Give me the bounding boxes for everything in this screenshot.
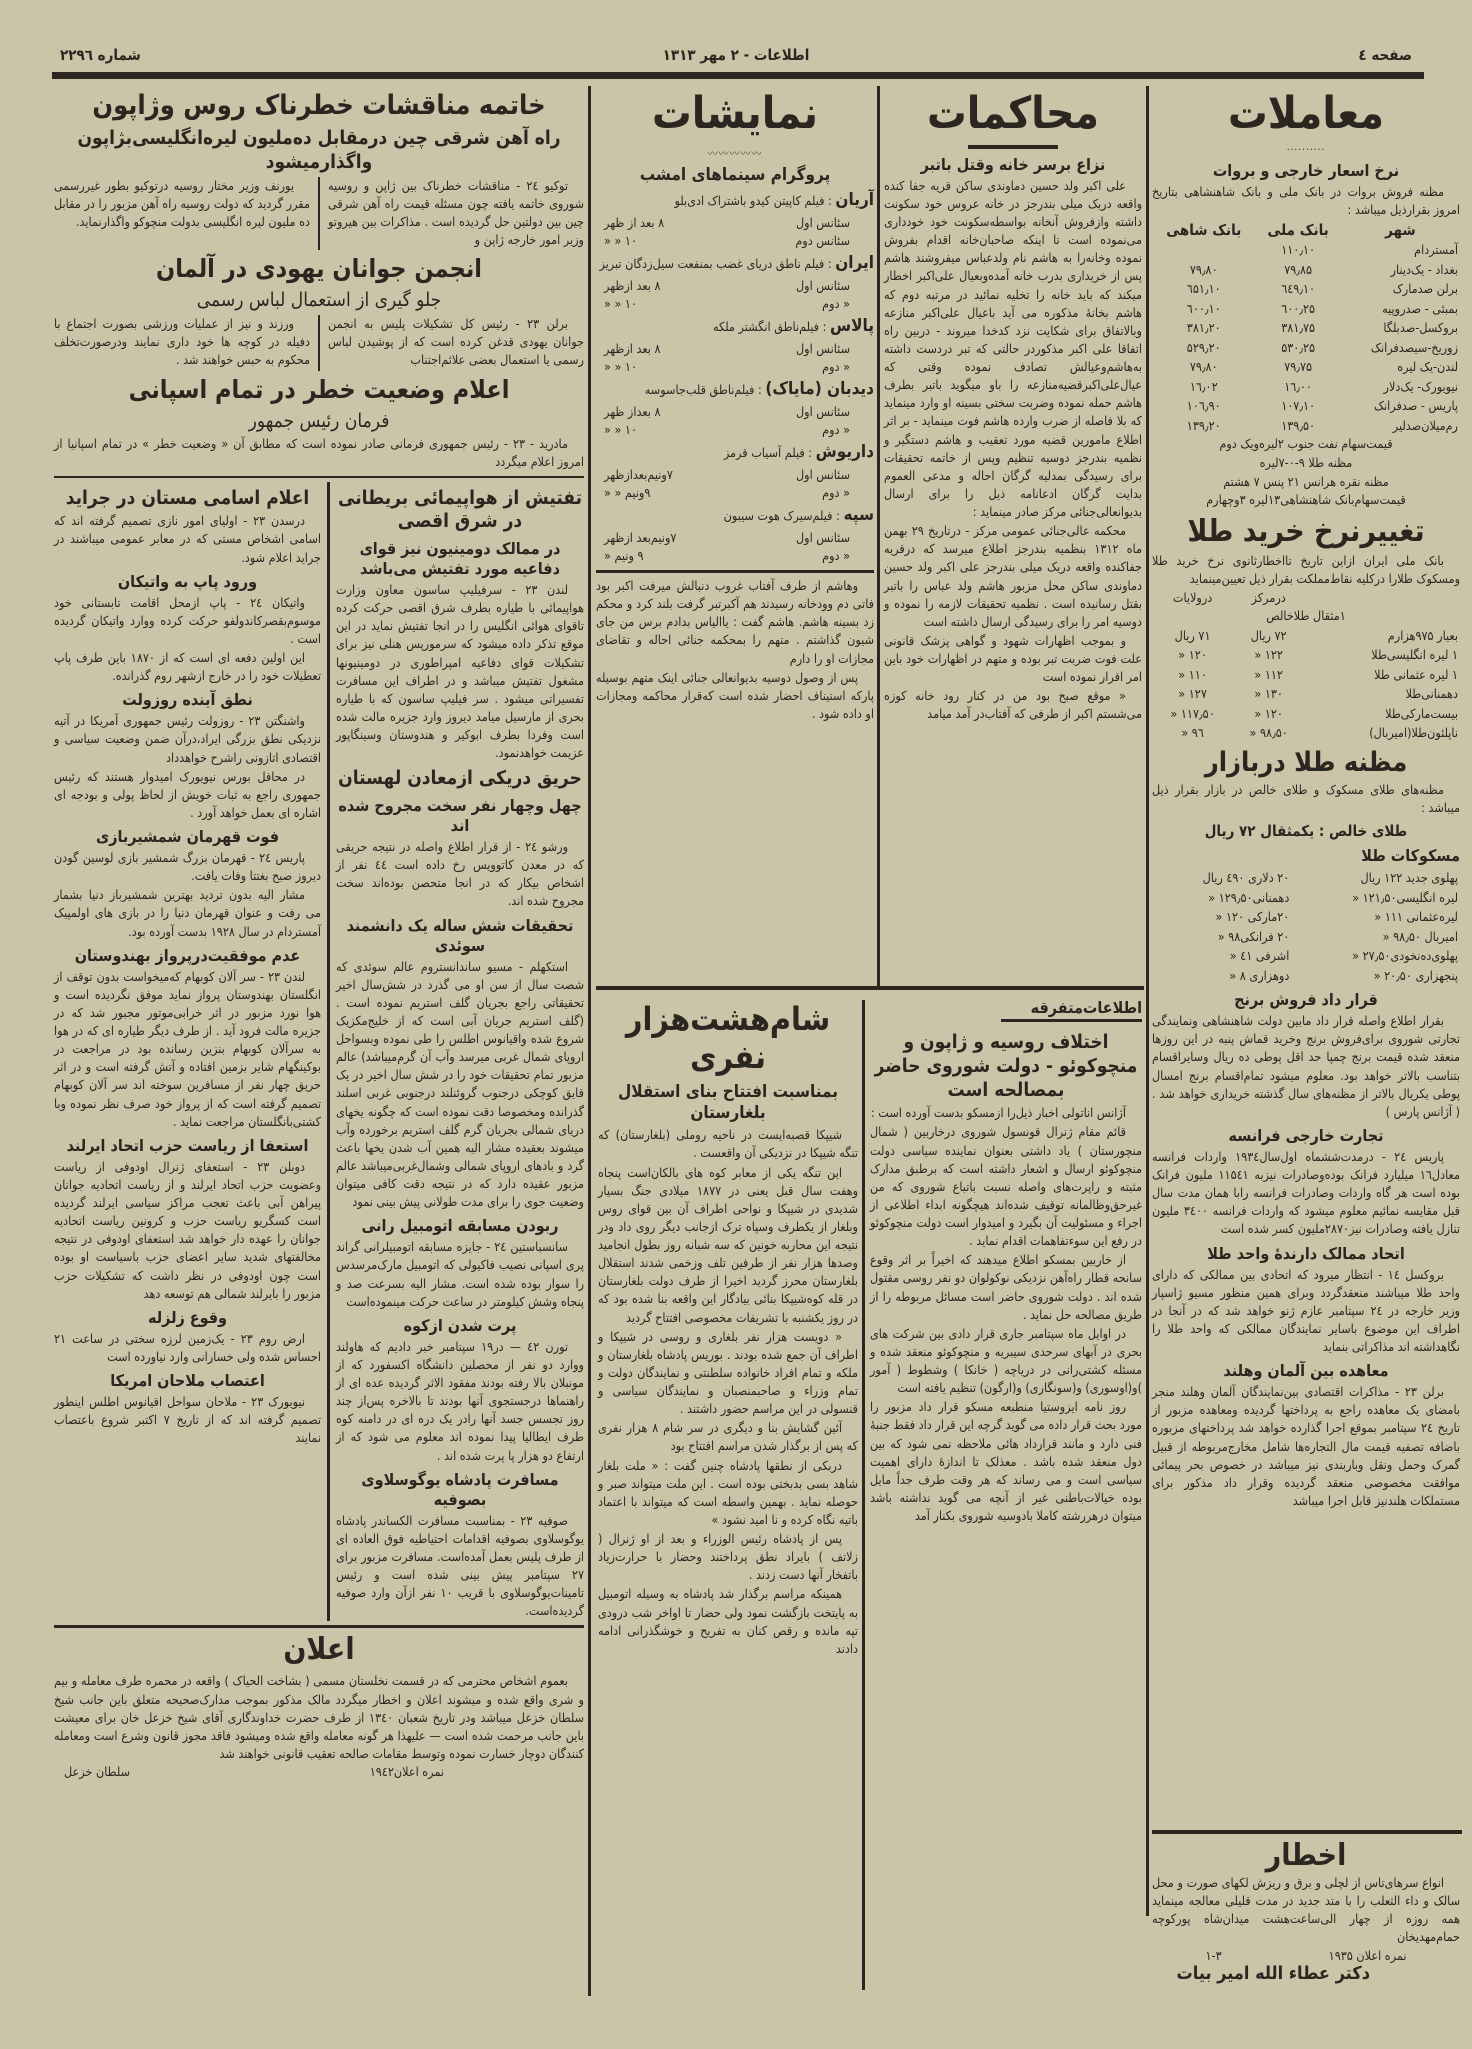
cinema-listing xyxy=(596,251,874,314)
rice-heading: قرار داد فروش برنج xyxy=(1234,990,1378,1010)
bulgaria-paragraph: همینکه مراسم برگذار شد پادشاه به وسیله اتومبیل به پایتخت بازگشت نمود ولی حضار تا اواخر شب درودی تپه مانده و رقص کنان به تفریح و خوشگذرانی ادامه دادند xyxy=(598,1586,858,1656)
gold-subheading: ۱مثقال طلاخالص xyxy=(1266,608,1346,624)
fx-rate-cell: زوریخ-سیصدفرانک xyxy=(1370,339,1458,355)
misc-news-label: اطلاعات‌متفرقه xyxy=(1001,998,1142,1022)
seance-label: سئانس اول xyxy=(795,466,850,482)
seance-label: سئانس اول xyxy=(795,277,850,293)
notice-title: اعلان xyxy=(283,1632,355,1668)
coin-row xyxy=(1152,927,1460,947)
flight-text: لندن ۲۳ - سر آلان کوبهام که‌میخواست بدون توقف از انگلستان بهندوستان پرواز نماید موفق نگردیده است و هوا نورد مزبور در اثر خرابی‌موتور مجبور شد که در جزیره مالت فرود آید . از طرف دیگر طیاره ای که در هوا به سرآلان کوبهام بنزین رسانده بود در مراجعت در بوکینگهام شایر بزمین افتاده و آتش گرفته است و در اثر حریق چهار نفر از مسافرین سوخته اند سر آلان کوبهام تصمیم گرفته است که از پرواز خود صرف نظر نموده وبا کشتی‌بانگلستان مراجعت نماید . xyxy=(54,968,321,1129)
notice-number: نمره اعلان۱۹٤۲ xyxy=(369,1764,444,1780)
gold-rate-row xyxy=(1152,626,1460,646)
fx-rate-cell: ۷۹٫۸۵ xyxy=(1284,261,1313,277)
masthead-date: اطلاعات - ۲ مهر ۱۳۱۳ xyxy=(662,46,810,64)
misc-paragraph: از خاربین بمسکو اطلاع میدهند که اخیراً بر اثر وقوع سانحه قطار راه‌آهن نزدیکی نوکولوان دو نفر روسی مقتول شده اند . دولت شوروی حاضر است مسائل مربوطه را از طریق مصالحه حل نماید . xyxy=(870,1252,1142,1322)
gold-rate-cell: ۱۲۷ « xyxy=(1178,686,1207,702)
coin-cell: دهمنانی۱۲۹٫۵۰ « xyxy=(1208,889,1290,905)
seance-time: ۹ ونیم « xyxy=(604,548,644,564)
fx-rate-row xyxy=(1152,357,1460,377)
fx-rate-cell: ٦۵۱٫۱۰ xyxy=(1186,281,1221,297)
roosevelt-text: واشنگتن ۲۳ - روزولت رئیس جمهوری آمریکا در آتیه نزدیکی نطق بزرگی ایراد،درآن ضمن وضعیت سیاسی و اقتصادی اتازونی راشرح خواهدداد xyxy=(54,713,321,765)
fx-rate-cell: رم‌میلان‌صدلیر xyxy=(1392,417,1458,433)
race-headline: ربودن مسابقه اتومبیل رانی xyxy=(361,1216,559,1236)
courts-paragraph: و بموجب اظهارات شهود و گواهی پزشک قانونی علت فوت ضربت تبر بوده و متهم در اظهارات خود باین امر اقرار نموده است xyxy=(884,632,1142,685)
transactions-column xyxy=(1152,86,1460,1511)
fx-rate-cell: ۱۰۷٫۱۰ xyxy=(1281,398,1316,414)
strike-text: نیویورک ۲۳ - ملاحان سواحل اقیانوس اطلس اینطور تصمیم گرفته اند که از تاریخ ۷ اکتبر شروع باعتصاب نمایند xyxy=(54,1394,321,1446)
seance-row xyxy=(596,529,874,548)
fx-rate-row xyxy=(1152,240,1460,260)
fire-subheadline: چهل وچهار نفر سخت مجروح شده اند xyxy=(338,796,582,836)
fx-rate-row xyxy=(1152,260,1460,280)
cinema-listing xyxy=(596,314,874,377)
swede-text: استکهلم - مسیو ساندانستروم عالم سوئدی که شصت سال از سن او می گذرد در شش‌سال اخیر تحقیقاتی راجع بجریان گلف استریم نموده است . (گلف استریم جریان آبی است که از خلیج‌مکزیک شروع شده واقیانوس اطلس را طی نموده وبسواحل اروپای شمال غربی میرسد وآب آن گرم‌میباشد) عالم مزبور تمام تحقیقات خود را در شش سال اخیر در یک قایق کوچکی درجنوب گروئنلند درجنوبی غربی اسلند گذرانده ومخصوصا دقت نموده است که چگونه یخهای دریای شمالی بجریان گرم گلف استریم برخورده وآب میشوند بعقیده مشار الیه همین آب شدن یخها باعث گرد و بادهای اروپای شمالی وشمال‌غربی‌میباشد عالم مزبور عقیده دارد که در نتیجه دقت کافی میتوان وضعیت جوی را برای مدت طولانی پیش بینی نمود xyxy=(336,958,584,1210)
warning-ad xyxy=(1152,1838,1460,1984)
seance-label: سئانس اول xyxy=(795,529,850,545)
coins-heading: مسکوکات طلا xyxy=(1361,846,1460,866)
film-title: فیلم ناطق دریای غضب بمنفعت سیل‌زدگان تبریز xyxy=(599,256,825,272)
gold-rate-cell: ۹۸٫۵۰ « xyxy=(1249,725,1288,741)
lead-text-right: توکیو ۲٤ - مناقشات خطرناک بین ژاپن و روسیه شوروی خاتمه یافته چون مسئله قیمت راه آهن شرقی چین بین دولتین حل گردیده است . مذاکرات بین هیروتو وزیر امور خارجه ژاپن و xyxy=(328,177,584,248)
fx-column-header: بانک ملی xyxy=(1267,221,1329,240)
section-rule xyxy=(596,570,874,573)
cinema-line: سپه : فیلم‌سیرک هوت سیبون xyxy=(723,505,874,526)
seance-row xyxy=(596,358,874,377)
bulgaria-paragraph: آئین گشایش بنا و دیگری در سر شام ۸ هزار نفری که پس از برگذار شدن مراسم افتتاح بود xyxy=(598,1420,858,1454)
fx-rate-cell: ۷۹٫۸۰ xyxy=(1189,359,1218,375)
cinema-listing xyxy=(596,440,874,503)
seance-row xyxy=(596,403,874,422)
news-subcolumn-left xyxy=(54,482,327,1622)
cinema-name: ایران xyxy=(835,253,874,274)
misc-paragraph: قائم مقام ژنرال قونسول شوروی درخاربین ( شمال منچورستان ) یاد داشتی بعنوان نماینده سیاسی دولت منچوکوئو ارسال و اشعار داشته است که برطبق مدارک مثبته و راپرت‌های واصله نسبت باتباع شوروی که من غیرحق‌وظالمانه توقیف شده‌اند هیچگونه ابداء اطلاعی از اجراء و مسئولیت آن بگیرد و امیدوار است دولت منچوکوئو در رفع این سوءتفاهمات اقدام نماید . xyxy=(870,1124,1142,1249)
gold-intro: بانک ملی ایران ازاین تاریخ تااخطارثانوی نرخ خرید طلا ومسکوک طلارا درکلیه نقاط‌مملکت بقرار ذیل تعیین‌مینماید xyxy=(1152,553,1460,587)
fx-column-header: شهر xyxy=(1385,221,1416,240)
gold-rate-row xyxy=(1152,684,1460,704)
coin-cell: پهلوی جدید ۱۲۲ ریال xyxy=(1360,870,1458,886)
shows-column xyxy=(596,86,874,724)
fx-rate-cell: ۱۳۹٫۵۰ xyxy=(1281,417,1316,433)
fencer-headline: فوت قهرمان شمشیربازی xyxy=(96,827,279,847)
gold-rate-cell: ۱۳۰ « xyxy=(1254,686,1283,702)
gold-rate-row xyxy=(1152,723,1460,743)
issue-number: شماره ۲۲۹٦ xyxy=(60,46,141,64)
fx-rate-cell: ۱۰٦٫۹۰ xyxy=(1186,398,1221,414)
treaty-text: برلن ۲۳ - مذاکرات اقتصادی بین‌نمایندگان آلمان وهلند منجر بامضای یک معاهده راجع به پرداختها گردیده ومعاهده مزبور از تاریخ ۲٤ سپتامبر بموقع اجرا گذارده خواهد شد پرداختهای مزبوره باضافه تصفیه قیمت مال التجاره‌ها شامل مخارج‌مربوطه از قبیل گمرک وحمل ونقل وباربندی نیز میباشد در خصوص بحر پیمائی موافقت مخصوصی منعقد گردیده وقرار داد مذکور برای مستملکات هلندنیز قابل اجرا میباشد xyxy=(1152,1384,1460,1508)
section-rule xyxy=(596,986,1144,990)
gold-column-header: درمرکز xyxy=(1251,590,1286,606)
gold-rate-cell: ۱۲۰ « xyxy=(1254,705,1283,721)
earthquake-headline: وقوع زلزله xyxy=(147,1307,227,1327)
section-rule xyxy=(54,476,584,478)
misc-news-article xyxy=(870,996,1142,1526)
seance-row xyxy=(596,214,874,233)
pope-text: واتیکان ۲٤ - پاپ ازمحل اقامت تابستانی خود موسوم‌بقصرکاندولفو حرکت کرده ووارد واتیکان گردیده است . xyxy=(54,594,321,646)
cinema-name: دیدبان (مایاک) xyxy=(765,379,874,400)
fx-rate-cell: بغداد - یک‌دینار xyxy=(1390,261,1458,277)
ireland-text: دوبلن ۲۳ - استعفای ژنرال اودوفی از ریاست وعضویت حزب اتحاد ایرلند و از ریاست اتحادیه جوانان پیراهن آبی باعث تعجب مراکز سیاسی ایرلند گردیده است کسگریو ریاست حزب و کرونین ریاست اتحادیه جوانان را عهده دار خواهد شد استعفای اودوفی در نتیجه مخالفتهای شدید سایر اعضای حزب باسیاست او بوده است چون اودوفی در نظر داشت که تشکیلات حزب مزبور را بایرلند شمالی هم توسعه دهد xyxy=(54,1158,321,1301)
flight-headline: عدم موفقیت‌درپرواز بهندوستان xyxy=(74,945,301,965)
gold-column-header xyxy=(1304,589,1460,606)
left-region xyxy=(54,86,584,1779)
fx-rate-cell: بروکسل-صدبلگا xyxy=(1383,320,1458,336)
market-note: مظنه نقره هرانس ۲۱ پنس ۷ هشتم xyxy=(1223,473,1389,489)
seance-time: ۸ بعداز ظهر xyxy=(604,403,661,419)
gold-rate-row xyxy=(1152,704,1460,724)
seance-time: ۸ بعد ازظهر xyxy=(604,277,661,293)
drunk-headline: اعلام اسامی مستان در جراید xyxy=(65,486,310,509)
seance-label: « دوم xyxy=(822,485,850,501)
lead-block xyxy=(54,90,584,472)
market-note: قیمت‌سهام نفت جنوب ۲لیره‌ویک دوم xyxy=(1219,436,1393,452)
gold-rate-cell: ۷۱ ریال xyxy=(1174,627,1211,643)
warning-ad-title: اخطار xyxy=(1265,1838,1347,1873)
gold-rate-cell: ۱۱۰ « xyxy=(1178,666,1207,682)
ornament: 〰〰〰〰〰 xyxy=(707,148,763,160)
air-inspection-subheadline: در ممالک دومینیون نیز قوای دفاعیه مورد تفتیش می‌باشد xyxy=(359,539,561,579)
fire-headline: حریق دریکی ازمعادن لهستان xyxy=(338,767,582,790)
lead-headline: خاتمه مناقشات خطرناک روس وژاپون xyxy=(92,90,546,121)
coin-cell: لیره‌عثمانی ۱۱۱ « xyxy=(1374,909,1458,925)
gold-rate-cell: بیست‌مارکی‌طلا xyxy=(1385,705,1458,721)
cinema-listing xyxy=(596,188,874,251)
notice-ad xyxy=(54,1632,584,1779)
france-trade-text: پاریس ۲٤ - درمدت‌ششماه اول‌سال۱۹۳٤ واردات فرانسه معادل۱٦ میلیارد فرانک بوده‌وصادرات نیزبه ۱۱۵٤۱ ملیون فرانک بوده است هر گاه واردات وصادرات فرانسه رابا همان مدت سال قبل مقایسه نمائیم معلوم میشود که واردات فرانسه ۳٤۰۰ ملیون تنازل یافته وصادرات نیز۲۸۷۰ملیون کسر شده است xyxy=(1152,1148,1461,1237)
courts-paragraph: وهاشم از طرف آفتاب غروب دنبالش میرفت اکبر بود فاتی دم وودخانه رسیدند هم آکبرتبر گرفت بلند کرد و محکم زد بسینه هاشم. هاشم گفت : یاالیاس بدادم برس من جای شیون گذاشتم . متهم را بمحکمه جنائی احاله و تقاضای مجازات او را دارم xyxy=(596,578,874,666)
notice-signature: سلطان خزعل xyxy=(64,1764,131,1780)
cinema-listing xyxy=(596,377,874,440)
fx-rate-cell: ۳۸۱٫۲۰ xyxy=(1186,320,1221,336)
cinema-line: دیدبان (مایاک) : فیلم‌ناطق قلب‌جاسوسه xyxy=(644,379,874,400)
seance-label: « دوم xyxy=(822,296,850,312)
jewish-text-right: برلن ۲۳ - رئیس کل تشکیلات پلیس به انجمن جوانان یهودی قدغن کرده است که از پوشیدن لباس رسمی یا استعمال بعضی علائم‌اجتناب xyxy=(328,316,584,368)
seance-label: سئانس اول xyxy=(795,340,850,356)
spain-text: مادرید - ۲۳ - رئیس جمهوری فرمانی صادر نموده است که مطابق آن « وضعیت خطر » در تمام اسپانیا از امروز اعلام میگردد xyxy=(54,436,584,470)
coin-row xyxy=(1152,907,1460,927)
gold-column-header: درولایات xyxy=(1172,590,1213,606)
air-inspection-headline: تفتیش از هواپیمائی بریطانی در شرق اقصی xyxy=(337,486,583,533)
cinema-name: داریوش xyxy=(815,442,874,463)
fx-rate-cell: ٦٤۹٫۱۰ xyxy=(1281,281,1316,297)
roosevelt-text: در محافل بورس نیویورک امیدوار هستند که رئیس جمهوری راجع به ثبات خویش از لحاظ پولی و بودجه ای اشاره ای بعمل خواهد آورد . xyxy=(54,768,321,820)
misc-news-headline: اختلاف روسیه و ژاپون و منچوکوئو - دولت شوروی حاضر بمصالحه است xyxy=(874,1031,1138,1101)
ireland-headline: استعفا از ریاست حزب اتحاد ایرلند xyxy=(66,1135,309,1155)
shows-title: نمایشات xyxy=(651,88,819,139)
cinema-listing xyxy=(596,503,874,566)
jewish-youth-subheadline: جلو گیری از استعمال لباس رسمی xyxy=(196,289,442,312)
column-divider xyxy=(862,1000,865,1990)
courts-paragraph: محکمه عالی‌جنائی عمومی مرکز - درتاریخ ۲۹ بهمن ماه ۱۳۱۲ بنظمیه بندرجز اطلاع میرسد که درقریه جفاکنده واقعه دریک میلی بندرجز علی اکبر ولد حسین دماوندی ساکن محل مزبور هاشم ولد عباس را باتبر بقتل رسانیده است . نظمیه تحقیقات لازمه را نموده و دوسیه امر را برای رسیدگی ارسال داشته است xyxy=(884,523,1142,629)
fx-rate-row xyxy=(1152,338,1460,358)
seance-time: ۱۰ « « xyxy=(604,422,637,438)
fx-rate-row xyxy=(1152,279,1460,299)
fx-column-header: بانک شاهی xyxy=(1166,221,1242,240)
section-rule xyxy=(1152,1830,1462,1834)
coin-cell: امیربال ۹۸٫۵۰ « xyxy=(1382,928,1458,944)
bulgaria-paragraph: پس از پادشاه رئیس الوزراء و بعد از او ژنرال ( زلاتف ) بایراد نطق پرداختند وحضار با حرارت‌زیاد باتفخار آنها دست زدند . xyxy=(598,1531,858,1583)
column-divider xyxy=(588,86,591,1996)
seance-label: « دوم xyxy=(822,548,850,564)
seance-time: ۱۰ « « xyxy=(604,296,637,312)
coin-row xyxy=(1152,966,1460,986)
spain-subheadline: فرمان رئیس جمهور xyxy=(248,409,390,432)
cinema-line: پالاس : فیلم‌ناطق انگشتر ملکه xyxy=(712,316,874,337)
courts-paragraph: پس از وصول دوسیه بدیوانعالی جنائی اینک متهم بوسیله پارکه استیناف احضار شده است که‌قرار محاکمه ومجازات او داده شود . xyxy=(596,669,874,721)
bulgaria-paragraph: شیپکا قصبه‌ایست در ناحیه روملی (بلغارستان) که تنگه شیپکا در نزدیکی آن واقعست . xyxy=(598,1127,858,1161)
film-title: فیلم آسیاب قرمز xyxy=(723,445,805,461)
seance-time: ۸ بعد ازظهر xyxy=(604,340,661,356)
gold-rate-cell: ۱۲۰ « xyxy=(1178,647,1207,663)
news-subcolumn-right xyxy=(327,482,584,1622)
section-rule xyxy=(54,1625,584,1628)
fx-rate-cell: ۵۳۰٫۲۵ xyxy=(1281,339,1316,355)
bulgaria-paragraph: این تنگه یکی از معابر کوه های بالکان‌است پنجاه وهفت سال قبل یعنی در ۱۸۷۷ میلادی جنگ بسیار شدیدی در شیپکا و نواحی اطراف آن بین قوای روس وبلغار از یکطرف وسپاه ترک ازجانب دیگر روی داد ودر نتیجه این محاربه خونین که سه شبانه روز بطول انجامید وصدها هزار نفر از طرفین تلف وزخمی شدند استقلال بلغارستان محرز گردید اخیرا از طرف دولت بلغارستان در قله کوه‌شیپکا بنائی بیادگار این واقعه بنا شده بود که در روز یکشنبه با تشریفات مخصوصی افتتاح گردید xyxy=(598,1164,859,1325)
fall-headline: پرت شدن ازکوه xyxy=(403,1315,517,1335)
cinema-line: داریوش : فیلم آسیاب قرمز xyxy=(723,442,874,463)
fx-rate-row xyxy=(1152,299,1460,319)
pope-headline: ورود پاپ به واتیکان xyxy=(117,571,258,591)
race-text: سانسباستین ۲٤ - جایزه مسابقه اتومبیلرانی گراند پری اسپانی نصیب فاکیولی که اتومبیل مارک‌مرسدس را سوار بوده شده است. مشار الیه بسرعت صد و پنجاه وشش کیلومتر در ساعت حرکت مینموده‌است xyxy=(336,1239,584,1309)
fx-rate-cell: ۱٦٫۰۲ xyxy=(1189,378,1218,394)
fx-rate-row xyxy=(1152,396,1460,416)
gold-rate-cell: بعیار ۹۷۵هزارم xyxy=(1387,627,1458,643)
coin-cell: ۲۰ دلاری ٤۹۰ ریال xyxy=(1202,870,1290,886)
ad-count: ۱-۳ xyxy=(1205,1947,1222,1963)
fx-rate-cell: ۱۳۹٫۲۰ xyxy=(1186,417,1221,433)
france-trade-heading: تجارت خارجی فرانسه xyxy=(1228,1125,1384,1145)
fx-rates-heading: نرخ اسعار خارجی و بروات xyxy=(1212,160,1400,180)
gold-rate-row xyxy=(1152,665,1460,685)
fx-rates-table xyxy=(1152,220,1460,435)
spain-headline: اعلام وضعیت خطر در تمام اسپانی xyxy=(128,374,510,404)
gold-union-heading: اتحاد ممالک دارندهٔ واحد طلا xyxy=(1207,1243,1405,1263)
fx-rate-row xyxy=(1152,318,1460,338)
header-rule xyxy=(52,72,1424,79)
bulgaria-paragraph: « دویست هزار نفر بلغاری و روسی در شیپکا و اطراف آن جمع شده بودند . بوریس پادشاه بلغارستان و ملکه و تمام افراد خانواده سلطنتی و نمایندگان دولت و تمام وزراء و صاحبمنصبان و نمایندگان سیاسی و قنسولی در این مراسم حضور داشتند . xyxy=(598,1328,858,1417)
seance-row xyxy=(596,421,874,440)
fx-rate-cell: ۷۹٫۸۰ xyxy=(1189,261,1218,277)
coin-cell: پنجهزاری ۲۰٫۵۰ « xyxy=(1373,967,1458,983)
cinema-name: سپه xyxy=(843,505,874,526)
gold-rate-cell: ۱۱۲ « xyxy=(1254,666,1283,682)
seance-label: سئانس دوم xyxy=(795,233,850,249)
market-intro: مظنه‌های طلای مسکوک و طلای خالص در بازار بقرار ذیل میباشد : xyxy=(1152,782,1460,816)
lead-subheadline: راه آهن شرقی چین درمقابل ده‌ملیون لیره‌انگلیسی‌بژاپون واگذارمیشود xyxy=(77,127,561,174)
courts-headline: نزاع برسر خانه وقتل باتبر xyxy=(920,154,1106,174)
yugoslav-text: صوفیه ۲۳ - بمناسبت مسافرت الکساندر پادشاه یوگوسلاوی بصوفیه اقدامات احتیاطیه فوق العاده ای از طرف پلیس بعمل آمده‌است. مسافرت مزبور برای ۲۷ سپتامبر پیش بینی شده است و رئیس تامینات‌یوگوسلاوی با قریب ۱۰ نفر ازآن وارد صوفیه گردیده‌است. xyxy=(336,1512,584,1619)
gold-rate-row xyxy=(1152,645,1460,665)
lead-text-left: یورنف وزیر مختار روسیه درتوکیو بطور غیررسمی مقرر گردید که دولت روسیه راه آهن مزبور را در مقابل ده ملیون لیره انگلیسی بدولت منچوکو واگذارنماید. xyxy=(54,177,310,230)
seance-row xyxy=(596,232,874,251)
courts-paragraph: « موقع صبح بود من در کنار رود خانه کوزه می‌شستم اکبر از طرفی که آفتاب‌در آمد میامد xyxy=(884,688,1142,722)
fx-rate-cell xyxy=(1152,240,1255,260)
seance-time: ۸ بعد از ظهر xyxy=(604,214,665,230)
film-title: فیلم‌سیرک هوت سیبون xyxy=(723,508,833,524)
fx-intro: مظنه فروش بروات در بانک ملی و بانک شاهنشاهی بتاریخ امروز بقرارذیل میباشد : xyxy=(1152,183,1460,217)
coin-cell: ۲۰ فرانکی۹۸ « xyxy=(1217,928,1290,944)
market-note: قیمت‌سهام‌بانک شاهنشاهی۱۳لیره ۳وچهارم xyxy=(1206,492,1406,508)
coin-cell: پهلوی‌ده‌نخودی۲۷٫۵۰ « xyxy=(1352,948,1458,964)
fx-rate-cell: بمبئی - صدروپیه xyxy=(1382,300,1458,316)
misc-paragraph: در اوایل ماه سپتامبر جاری قرار دادی بین شرکت های بحری در آبهای سرحدی سیبریه و منچوکوئو منعقد شده و مسئله کشتی‌رانی در دریاچه ( خانکا ) وشطوط ( آمور )و(اوسوری) و(سونگاری) و(ارگون) تنظیم یافته است xyxy=(870,1325,1142,1396)
fire-text: ورشو ۲٤ - از قرار اطلاع واصله در نتیجه حریقی که در معدن کاتوویس رخ داده است ٤٤ نفر از اشخاص بیکار که در انجا متحصن بوده‌اند سخت مجروح شده اند. xyxy=(336,839,584,909)
strike-headline: اعتصاب ملاحان امریکا xyxy=(110,1371,265,1391)
gold-rate-cell: ۹٦ « xyxy=(1181,725,1204,741)
gold-rate-cell: ناپلئون‌طلا(امیربال) xyxy=(1369,725,1458,741)
seance-time: ۱۰ « « xyxy=(604,233,637,249)
fx-rate-cell: ۵۲۹٫۲۰ xyxy=(1186,339,1221,355)
seance-label: « دوم xyxy=(822,359,850,375)
coin-row xyxy=(1152,946,1460,966)
seance-time: ۱۰ « « xyxy=(604,359,637,375)
coin-row xyxy=(1152,888,1460,908)
misc-paragraph: روز نامه ایزوستیا منطبعه مسکو قرار داد مزبور را مورد بحث قرار داده می گوید گرچه این قرار داد فقط جنبهٔ فنی دارد و مانند قرارداد هائی ملاحظه نمی شود که بین دول منعقد شده باشد . معذلک تا اندازهٔ دارای اهمیت سیاسی است و می رساند که هر وقت طرف جداً مایل بوده خیالات‌باطنی غیر از آنچه می گوید نداشته باشد میتوان درهررشته کاملا بادوسیه شوروی بکنار آمد xyxy=(870,1399,1142,1523)
fx-rate-cell: آمستردام xyxy=(1414,242,1458,258)
column-divider xyxy=(877,86,880,986)
film-title: فیلم کاپیتن کیدو باشتراک ادی‌بلو xyxy=(674,193,825,209)
seance-row xyxy=(596,340,874,359)
fx-rate-cell: ۱٦٫۰۰ xyxy=(1284,378,1313,394)
cinema-line: آریان : فیلم کاپیتن کیدو باشتراک ادی‌بلو xyxy=(674,190,874,211)
seance-label: « دوم xyxy=(822,422,850,438)
drunk-text: درسدن ۲۳ - اولیای امور نازی تصمیم گرفته اند که اسامی اشخاص مستی که در معابر عمومی میباشند در جراید اعلام شود. xyxy=(54,513,321,565)
jewish-youth-headline: انجمن جوانان یهودی در آلمان xyxy=(156,254,482,284)
fx-rate-cell: ٦۰۰٫۱۰ xyxy=(1186,300,1221,316)
cinema-program-heading: پروگرام سینماهای امشب xyxy=(639,164,831,185)
warning-ad-text: انواع سرهای‌تاس از لچلی و برق و ریزش لکهای صورت و محل سالک و داء الثعلب را با متد جدید در مدت قلیلی معالجه مینماید همه روزه از چهار الی‌ساعت‌هشت میدان‌شاه پورکوچه حمام‌مهدیخان xyxy=(1152,1875,1460,1945)
transactions-title: معاملات xyxy=(1227,88,1385,139)
coins-table xyxy=(1152,868,1460,985)
fx-rate-cell: ۳۸۱٫۷۵ xyxy=(1281,320,1316,336)
title-underline xyxy=(968,145,1058,149)
gold-market-heading: مظنه طلا دربازار xyxy=(1204,746,1408,778)
fx-rate-cell: نیویورک- یک‌دلار xyxy=(1383,378,1458,394)
fx-rate-cell: پاریس - صدفرانک xyxy=(1373,398,1458,414)
coin-row xyxy=(1152,868,1460,888)
fx-rate-cell: لندن-یک لیره xyxy=(1397,359,1458,375)
fencer-text: پاریس ۲٤ - قهرمان بزرگ شمشیر بازی لوسین گودن دیروز صبح بغتتا وفات یافت. xyxy=(54,850,321,884)
yugoslav-headline: مسافرت پادشاه یوگوسلاوی بصوفیه xyxy=(361,1469,559,1509)
gold-union-text: بروکسل ١٤ - انتظار میرود که اتحادی بین ممالکی که دارای واحد طلا میباشند منعقدگردد وبرای همین منظور مسیو ژاسپار وزیر خارجه در ۲٤ سپتامبر عازم ژنو خواهد شد که در آنجا در اطراف این موضوع باسایر نمایندگان ممالکی که واحد طلا را نگاهداشته اند مذاکراتی بنماید xyxy=(1152,1266,1460,1355)
film-title: فیلم‌ناطق قلب‌جاسوسه xyxy=(644,382,755,398)
cinema-name: پالاس xyxy=(830,316,874,337)
gold-rate-cell: دهمنانی‌طلا xyxy=(1405,686,1458,702)
cinema-line: ایران : فیلم ناطق دریای غضب بمنفعت سیل‌زدگان تبریز xyxy=(599,253,874,274)
seance-row xyxy=(596,277,874,296)
seance-time: ۹ونیم « « xyxy=(604,485,651,501)
roosevelt-headline: نطق آینده روزولت xyxy=(122,690,253,710)
page-number: صفحه ٤ xyxy=(1358,46,1412,64)
bulgaria-paragraph: دربکی از نطقها پادشاه چنین گفت : « ملت بلغار شاهد بسی بدبختی بوده است . این ملت میتواند صبر و حوصله نماید . بهمین واسطه است که میتواند با اعتماد باتیه نگاه کرده و نا امید نشود » xyxy=(598,1457,858,1527)
pure-gold-price: طلای خالص : یکمثقال ۷۲ ریال xyxy=(1204,822,1408,841)
seance-row xyxy=(596,295,874,314)
gold-rate-cell: ۷۲ ریال xyxy=(1250,627,1287,643)
cinema-name: آریان xyxy=(835,190,874,211)
bulgaria-headline: شام‌هشت‌هزار نفری xyxy=(625,1000,831,1077)
gold-purchase-table xyxy=(1152,589,1460,743)
fencer-text: مشار الیه بدون تردید بهترین شمشیرباز دنیا بشمار می رفت و عنوان قهرمان دنیا را در بازی های اولمپیک آمستردام در سال ۱۹۲۸ بدست آورده بود. xyxy=(54,887,321,939)
courts-continuation xyxy=(596,577,874,723)
rice-text: بقرار اطلاع واصله قرار داد مابین دولت شاهنشاهی ونمایندگی تجارتی شوروی برای‌فروش برنج وخرید قماش پنبه در این روزها منعقد شده قیمت برنج چمپا حد اقل پوطی ده ریال وسایراقسام بتناسب بالاتر خواهد بود. معلوم میشود تمام‌اقسام برنج امسال پوطی یکریال بالاتر از مظنه‌های سال گذشته خریداری خواهد شد . ( آژانس پارس ) xyxy=(1152,1013,1460,1119)
ad-signature: دکتر عطاء الله امیر بیات xyxy=(1176,1962,1370,1984)
column-divider xyxy=(1146,86,1149,1916)
fx-rate-cell: ٦۰۰٫۲۵ xyxy=(1281,300,1316,316)
air-inspection-text: لندن ۲۳ - سرفیلیپ ساسون معاون وزارت هواپیمائی با طیاره بطرف شرق اقصی حرکت کرده تاقوای هوائی انگلیس را در انجا تفتیش نماید در این موقع تذکر داده میشود که سرمورپس هنلی نیز برای تشکیلات قوای دفاعیه امپراطوری در دومینیونها مشغول تفتیش میباشد و در اطراف این مسافرت تفسیراتی میشود . سر فیلیپ ساسون که با طیاره بحری از مارسیل میامد دیروز وارد جزیره مالت شده است وفردا بطرف ابوکیر و هندوستان وسینگاپور عزیمت خواهدنمود. xyxy=(336,582,584,761)
coin-cell: ۲۰مارکی ۱۲۰ « xyxy=(1215,909,1290,925)
fx-rate-cell: ۷۹٫۷۵ xyxy=(1284,359,1313,375)
gold-rate-change-heading: تغییرنرخ خرید طلا xyxy=(1187,514,1425,550)
treaty-heading: معاهده بین آلمان وهلند xyxy=(1223,1361,1389,1381)
misc-paragraph: آژانس اناتولی اخبار ذیل‌را ازمسکو بدست آورده است : xyxy=(870,1105,1126,1121)
swede-headline: تحقیقات شش ساله یک دانشمند سوئدی xyxy=(346,915,574,955)
seance-time: ۷ونیم‌بعدازظهر xyxy=(604,466,673,482)
courts-title: محاکمات xyxy=(926,88,1100,139)
earthquake-text: ارض روم ۲۳ - یک‌زمین لرزه سختی در ساعت ۲۱ احساس شده ولی خسارانی وارد نیاورده است xyxy=(54,1330,321,1364)
jewish-text-left: ورزند و نیز از عملیات ورزشی بصورت اجتماع با دفیله در کوچه ها خود داری نمایند ودرصورت‌تخلف محکوم به حبس خواهند شد . xyxy=(54,316,310,368)
ornament: ·········· xyxy=(1286,144,1326,156)
seance-time: ۷ونیم‌بعد ازظهر xyxy=(604,529,677,545)
courts-column xyxy=(884,86,1142,725)
coin-cell: اشرفی ٤۱ « xyxy=(1229,948,1290,964)
seance-row xyxy=(596,466,874,485)
notice-text: بعموم اشخاص محترمی که در قسمت نخلستان مسمی ( بشاخت الحیاک ) واقعه در محمره طرف معامله و بیم و شری واقع شده و میشوند اعلان و اخطار میگردد مالک مذکور بموجب مدارک‌صحیحه متعلق باین جانب شیخ سلطان خزعل میباشد ودر تاریخ شعبان ۱۳٤۰ از طرف حضرت خداوندگاری آقای شیخ خزعل خان برای معیشت باین جانب مرحمت شده است — علیهذا هر گونه معامله واقع شده ومیشود فاقد مجوز قانون وشرع است ومعامله کنندگان دوچار خسارت نموده وتوسط مقامات صالحه تعقیب قانونی خواهند شد xyxy=(54,1673,585,1761)
coin-cell: دوهزاری ۸ « xyxy=(1229,967,1290,983)
pope-text: این اولین دفعه ای است که از ۱۸۷۰ باین طرف پاپ تعطیلات خود را در خارج ازشهر روم گذرانده. xyxy=(54,650,321,684)
gold-rate-cell: ۱ لیره عثمانی طلا xyxy=(1374,666,1458,682)
seance-row xyxy=(596,484,874,503)
fx-rate-cell: برلن صدمارک xyxy=(1392,281,1458,297)
courts-paragraph: علی اکبر ولد حسین دماوندی ساکن قریه جفا کنده واقعه دریک میلی بندرجز در خانه عروس خود سکونت داشته وازفروش آنخانه بواسطه‌سکونت خود خودداری می‌نموده است تا اینکه صاحبان‌خانه اقدام بفروش نموده وخانه‌را به هاشم نام ولدعباس میفروشند هاشم پس از خریداری بدرب خانه آمده‌وبعیال علی‌اکبر اخطار میکند که باید خانه را تخلیه نمائید در مرتبه دوم که هاشم بخانهٔ مذکوره می آید باعیال علی‌اکبر منازعه وبالاتفاق برای شکایت نزد کدخدا میروند - دربین راه اتفاقا علی اکبر مذکوردر حالتی که تبر دردست داشته به‌هاشم‌وعیالش تصادف نموده وقتی که عیال‌علی‌اکبرقضیه‌منازعه را باو میگوید باتبر بطرف هاشم حمله نموده وضربت سختی بسینه او وارد مینماید که بلا فاصله از ضرب وارده هاشم فوت مینماید - بر اثر اطلاع مامورین قضیه مورد تعقیب و هاشم دستگیر و نظمیه بندرجز دوسیه تنظیم وپس از خاتمه تحقیقات برای رسیدگی بمدلیه گرگان احاله و مدعی العموم بدایت گرگان ادعانامه ذیل را برای ارسال بدیوانعالی‌جنائی مرکز صادر مینماید : xyxy=(884,177,1142,520)
coin-cell: لیره انگلیسی۱۲۱٫۵۰ « xyxy=(1352,889,1458,905)
bulgaria-subheadline: بمناسبت افتتاح بنای استقلال بلغارستان xyxy=(617,1081,839,1124)
seance-label: سئانس اول xyxy=(795,214,850,230)
gold-rate-cell: ۱۱۷٫۵۰ « xyxy=(1170,705,1215,721)
ad-number: نمره اعلان ۱۹۳۵ xyxy=(1328,1947,1407,1963)
seance-row xyxy=(596,547,874,566)
gold-rate-cell: ۱۲۲ « xyxy=(1254,647,1283,663)
market-note: مظنه طلا ۹-۰-۷لیره xyxy=(1259,454,1353,470)
fx-rate-row xyxy=(1152,416,1460,436)
bulgaria-article xyxy=(598,996,858,1659)
fall-text: تورن ٤٢ — در۱۹ سپتامبر خبر دادیم که هاولند ووارد دو نفر از محصلین دانشگاه اکسفورد که از مونبلان بالا رفته بودند مفقود الاثر گردیده عده ای از راهنماها درجستجوی آنها بودند تا بالاخره پس‌از چند روز تجسس جسد آنها رادر یک دره ای در دامنه کوه طرف ایطالیا پیدا نموده اند معلوم می شود که از ارتفاع دو هزار پا پرت شده اند . xyxy=(336,1338,584,1463)
gold-rate-cell: ۱ لیره انگلیسی‌طلا xyxy=(1371,647,1458,663)
fx-rate-row xyxy=(1152,377,1460,397)
seance-label: سئانس اول xyxy=(795,403,850,419)
fx-rate-cell: ۱۱۰٫۱۰ xyxy=(1281,242,1316,258)
film-title: فیلم‌ناطق انگشتر ملکه xyxy=(712,319,820,335)
